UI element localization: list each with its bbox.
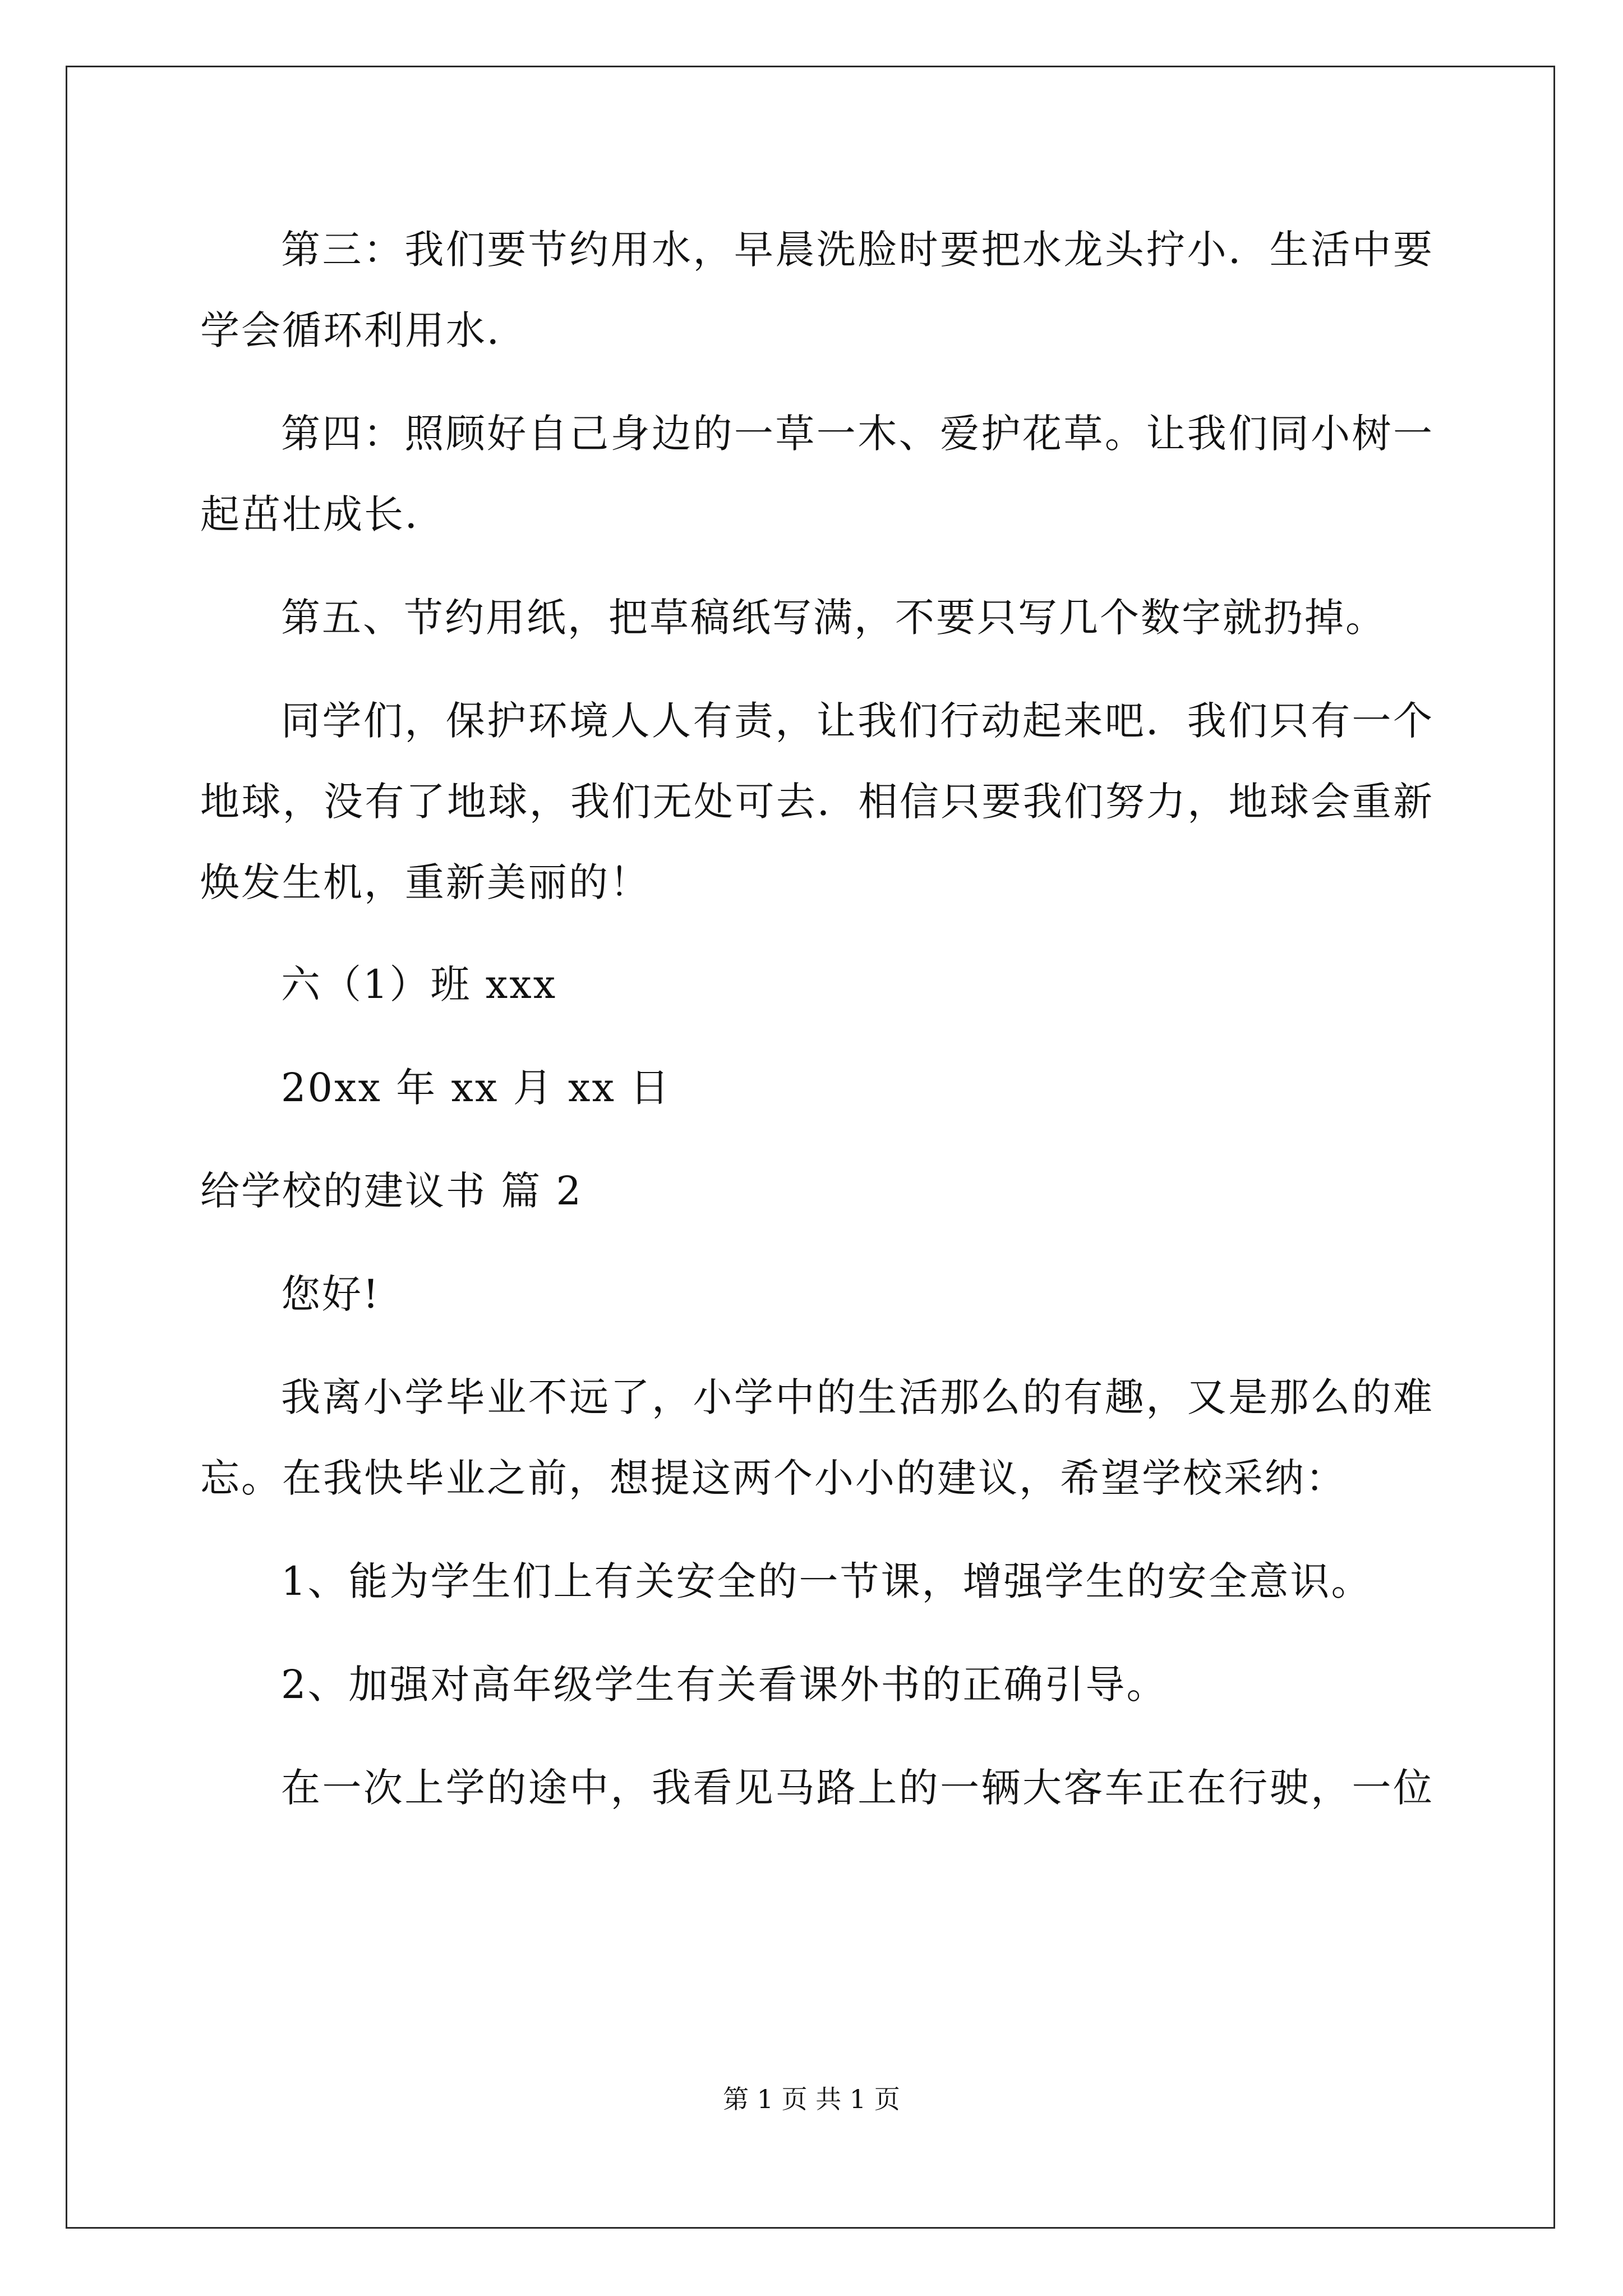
paragraph-line: 起茁壮成长． bbox=[200, 491, 446, 537]
paragraph-line: 地球，没有了地球，我们无处可去．相信只要我们努力，地球会重新 bbox=[200, 779, 1434, 825]
paragraph-line: 忘。在我快毕业之前，想提这两个小小的建议，希望学校采纳： bbox=[200, 1455, 1347, 1501]
paragraph-line: 我离小学毕业不远了，小学中的生活那么的有趣，又是那么的难 bbox=[281, 1374, 1434, 1420]
greeting: 您好! bbox=[281, 1271, 381, 1317]
page-footer: 第 1 页 共 1 页 bbox=[723, 2084, 900, 2114]
paragraph-line: 焕发生机，重新美丽的！ bbox=[200, 859, 651, 905]
paragraph-line: 第五、节约用纸，把草稿纸写满，不要只写几个数字就扔掉。 bbox=[281, 595, 1386, 641]
paragraph-line: 同学们，保护环境人人有责，让我们行动起来吧．我们只有一个 bbox=[281, 698, 1434, 744]
paragraph-line: 第三：我们要节约用水，早晨洗脸时要把水龙头拧小．生活中要 bbox=[281, 227, 1434, 273]
paragraph-line: 在一次上学的途中，我看见马路上的一辆大客车正在行驶，一位 bbox=[281, 1765, 1434, 1811]
page-border bbox=[66, 66, 1555, 2229]
list-item: 1、能为学生们上有关安全的一节课，增强学生的安全意识。 bbox=[281, 1558, 1372, 1604]
section-heading: 给学校的建议书 篇 2 bbox=[200, 1168, 583, 1214]
signature-date: 20xx 年 xx 月 xx 日 bbox=[281, 1065, 671, 1111]
list-item: 2、加强对高年级学生有关看课外书的正确引导。 bbox=[281, 1662, 1168, 1708]
paragraph-line: 学会循环利用水． bbox=[200, 307, 528, 353]
signature-class: 六（1）班 xxx bbox=[281, 961, 557, 1007]
paragraph-line: 第四：照顾好自己身边的一草一木、爱护花草。让我们同小树一 bbox=[281, 411, 1434, 457]
